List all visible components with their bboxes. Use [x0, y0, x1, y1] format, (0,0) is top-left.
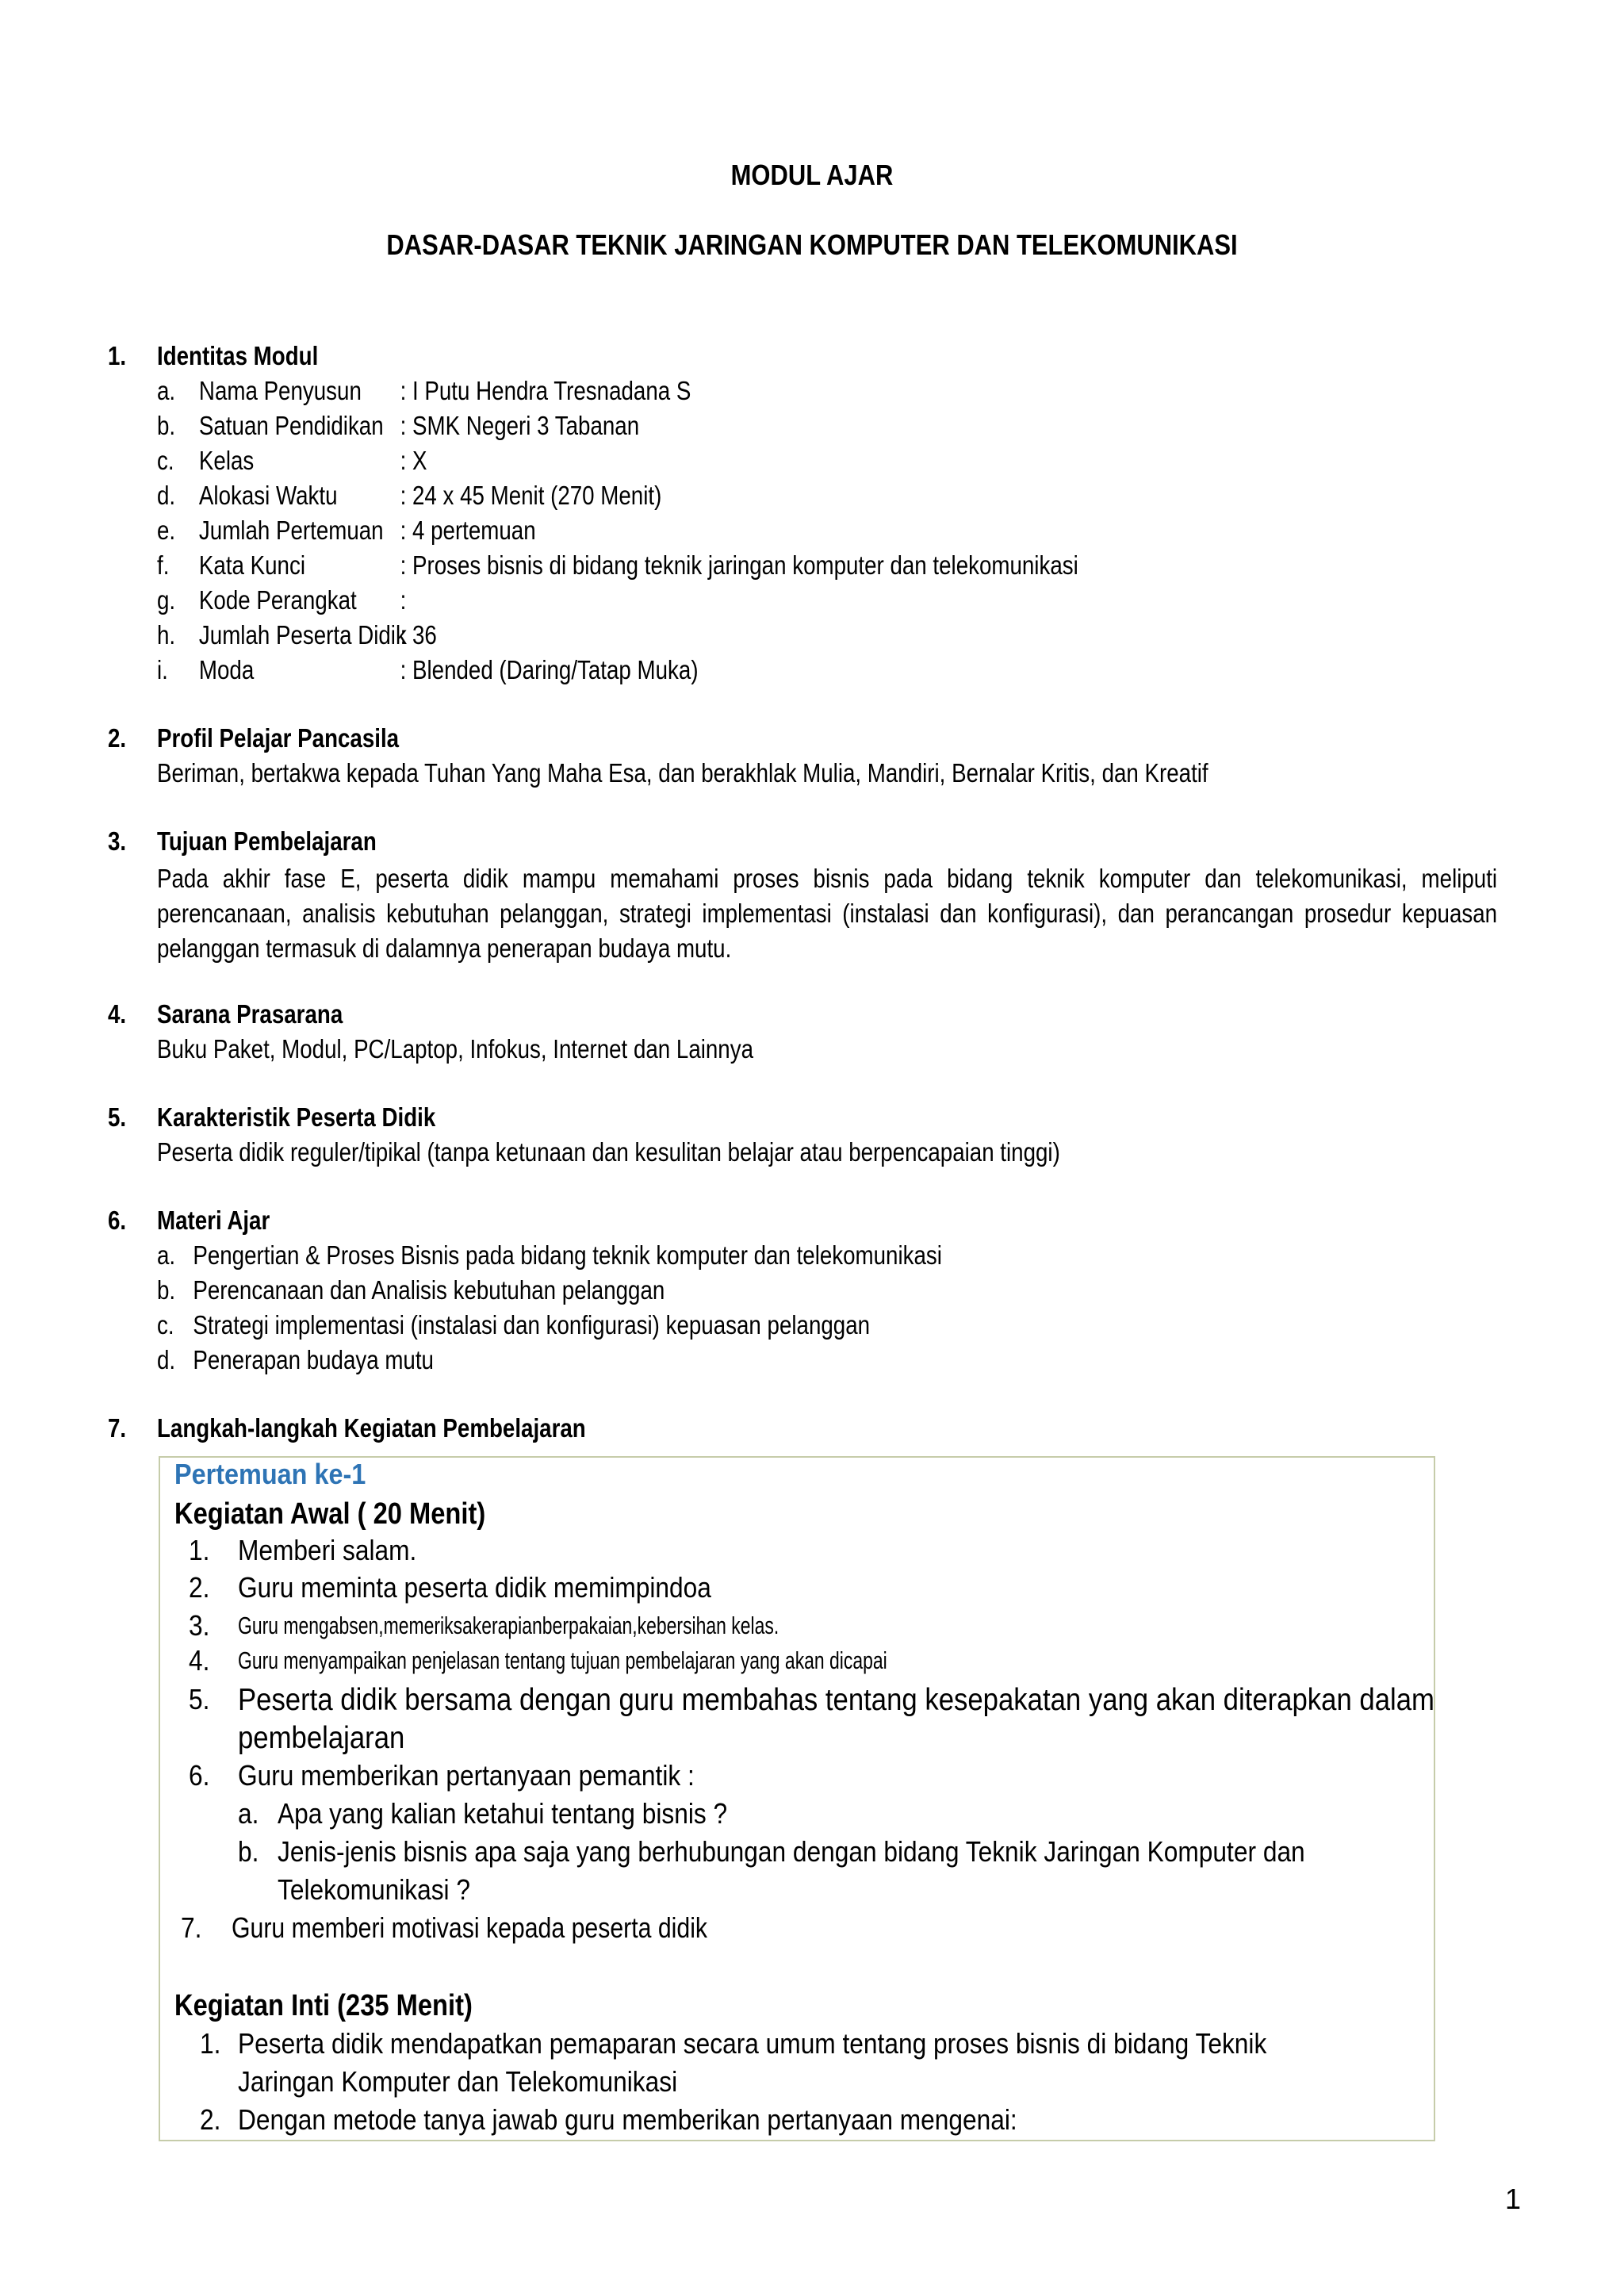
identitas-value: : Blended (Daring/Tatap Muka)	[400, 655, 699, 684]
identitas-value: :	[400, 585, 407, 615]
section-heading: Materi Ajar	[157, 1205, 270, 1235]
section-number: 7.	[108, 1413, 127, 1443]
identitas-value: : I Putu Hendra Tresnadana S	[400, 376, 691, 405]
document-subtitle: DASAR-DASAR TEKNIK JARINGAN KOMPUTER DAN TELEKOMUNIKASI	[386, 228, 1238, 261]
awal-text: Guru memberi motivasi kepada peserta didik	[232, 1911, 708, 1944]
awal-number: 3.	[189, 1609, 210, 1642]
identitas-letter: e.	[157, 516, 176, 545]
section-heading: Sarana Prasarana	[157, 999, 343, 1029]
awal-text: Guru memberikan pertanyaan pemantik :	[238, 1759, 695, 1792]
materi-item	[157, 1310, 1005, 1340]
materi-letter: c.	[157, 1310, 174, 1340]
pertemuan-heading: Pertemuan ke-1	[174, 1458, 366, 1490]
inti-number: 1.	[200, 2027, 221, 2060]
materi-text: Penerapan budaya mutu	[193, 1345, 434, 1374]
identitas-label: Nama Penyusun	[198, 376, 362, 405]
section-text: Buku Paket, Modul, PC/Laptop, Infokus, Internet dan Lainnya	[157, 1034, 754, 1064]
document-title: MODUL AJAR	[730, 159, 894, 191]
identitas-label: Moda	[198, 655, 255, 684]
section-number: 6.	[108, 1205, 127, 1235]
awal-number: 1.	[189, 1534, 210, 1566]
identitas-label: Kata Kunci	[198, 550, 305, 580]
page-number: 1	[1505, 2183, 1522, 2215]
awal-number: 7.	[181, 1911, 202, 1944]
awal-number: 6.	[189, 1759, 210, 1792]
materi-letter: d.	[157, 1345, 176, 1374]
materi-text: Pengertian & Proses Bisnis pada bidang teknik komputer dan telekomunikasi	[193, 1240, 942, 1270]
awal-text: Memberi salam.	[238, 1534, 417, 1566]
awal-text: Peserta didik bersama dengan guru membahas tentang kesepakatan yang akan diterapkan dalam	[238, 1683, 1434, 1717]
identitas-label: Jumlah Pertemuan	[198, 516, 384, 545]
awal-number: 2.	[189, 1571, 210, 1604]
section-heading: Identitas Modul	[157, 341, 319, 370]
identitas-value: : SMK Negeri 3 Tabanan	[400, 411, 640, 440]
materi-item	[157, 1345, 486, 1375]
pemantik-letter: b.	[238, 1835, 259, 1868]
section-number: 3.	[108, 826, 127, 856]
identitas-label: Satuan Pendidikan	[198, 411, 384, 440]
identitas-letter: a.	[157, 376, 176, 405]
section-number: 2.	[108, 723, 127, 753]
section-number: 5.	[108, 1102, 127, 1132]
section-heading: Profil Pelajar Pancasila	[157, 723, 400, 753]
identitas-label: Kelas	[198, 446, 255, 475]
inti-number: 2.	[200, 2103, 221, 2136]
section-heading: Langkah-langkah Kegiatan Pembelajaran	[157, 1413, 586, 1443]
identitas-value: : 24 x 45 Menit (270 Menit)	[400, 481, 662, 510]
awal-text: Guru meminta peserta didik memimpindoa	[238, 1571, 711, 1604]
identitas-value: : 36	[400, 620, 437, 650]
kegiatan-inti-heading: Kegiatan Inti (235 Menit)	[174, 1989, 473, 2022]
inti-text: Peserta didik mendapatkan pemaparan secara umum tentang proses bisnis di bidang Teknik	[238, 2027, 1267, 2060]
identitas-letter: i.	[157, 655, 168, 684]
materi-letter: b.	[157, 1275, 176, 1305]
inti-text: Dengan metode tanya jawab guru memberikan pertanyaan mengenai:	[238, 2103, 1017, 2136]
materi-item	[157, 1275, 761, 1305]
pemantik-text-continued: Telekomunikasi ?	[278, 1873, 471, 1906]
awal-text: Guru mengabsen,memeriksakerapianberpakaian,kebersihan kelas.	[238, 1612, 779, 1639]
materi-item	[157, 1240, 1091, 1271]
awal-text-continued: pembelajaran	[238, 1721, 405, 1755]
identitas-letter: h.	[157, 620, 176, 650]
section-text: Pada akhir fase E, peserta didik mampu memahami proses bisnis pada bidang teknik komputer dan telekomunikasi, meliputi perencanaan, analisis kebutuhan pelanggan, strategi implementasi (instalasi dan konfigurasi), dan perancangan prosedur kepuasan pelanggan termasuk di dalamnya penerapan budaya mutu.	[157, 864, 1498, 963]
awal-text: Guru menyampaikan penjelasan tentang tujuan pembelajaran yang akan dicapai	[238, 1646, 887, 1674]
identitas-label: Alokasi Waktu	[198, 481, 338, 510]
section-heading: Tujuan Pembelajaran	[157, 826, 377, 856]
section-number: 4.	[108, 999, 127, 1029]
awal-number: 4.	[189, 1644, 210, 1677]
identitas-letter: c.	[157, 446, 174, 475]
identitas-letter: b.	[157, 411, 176, 440]
identitas-value: : 4 pertemuan	[400, 516, 536, 545]
section-number: 1.	[108, 341, 127, 370]
materi-letter: a.	[157, 1240, 176, 1270]
identitas-label: Jumlah Peserta Didik	[198, 620, 407, 650]
section-paragraph	[157, 861, 1497, 969]
section-heading: Karakteristik Peserta Didik	[157, 1102, 436, 1132]
pemantik-text: Jenis-jenis bisnis apa saja yang berhubungan dengan bidang Teknik Jaringan Komputer dan	[278, 1835, 1305, 1868]
section-text: Peserta didik reguler/tipikal (tanpa ketunaan dan kesulitan belajar atau berpencapaian tinggi)	[157, 1137, 1060, 1167]
identitas-value: : X	[400, 446, 427, 475]
identitas-value: : Proses bisnis di bidang teknik jaringan komputer dan telekomunikasi	[400, 550, 1078, 580]
section-text: Beriman, bertakwa kepada Tuhan Yang Maha Esa, dan berakhlak Mulia, Mandiri, Bernalar Kritis, dan Kreatif	[157, 758, 1208, 788]
identitas-letter: d.	[157, 481, 176, 510]
pemantik-text: Apa yang kalian ketahui tentang bisnis ?	[278, 1797, 728, 1830]
kegiatan-awal-heading: Kegiatan Awal ( 20 Menit)	[174, 1497, 486, 1531]
identitas-label: Kode Perangkat	[198, 585, 357, 615]
pemantik-letter: a.	[238, 1797, 259, 1830]
awal-number: 5.	[189, 1683, 210, 1715]
identitas-letter: f.	[157, 550, 170, 580]
materi-text: Strategi implementasi (instalasi dan konfigurasi) kepuasan pelanggan	[193, 1310, 871, 1340]
identitas-letter: g.	[157, 585, 176, 615]
materi-text: Perencanaan dan Analisis kebutuhan pelanggan	[193, 1275, 665, 1305]
inti-text-continued: Jaringan Komputer dan Telekomunikasi	[238, 2065, 678, 2098]
